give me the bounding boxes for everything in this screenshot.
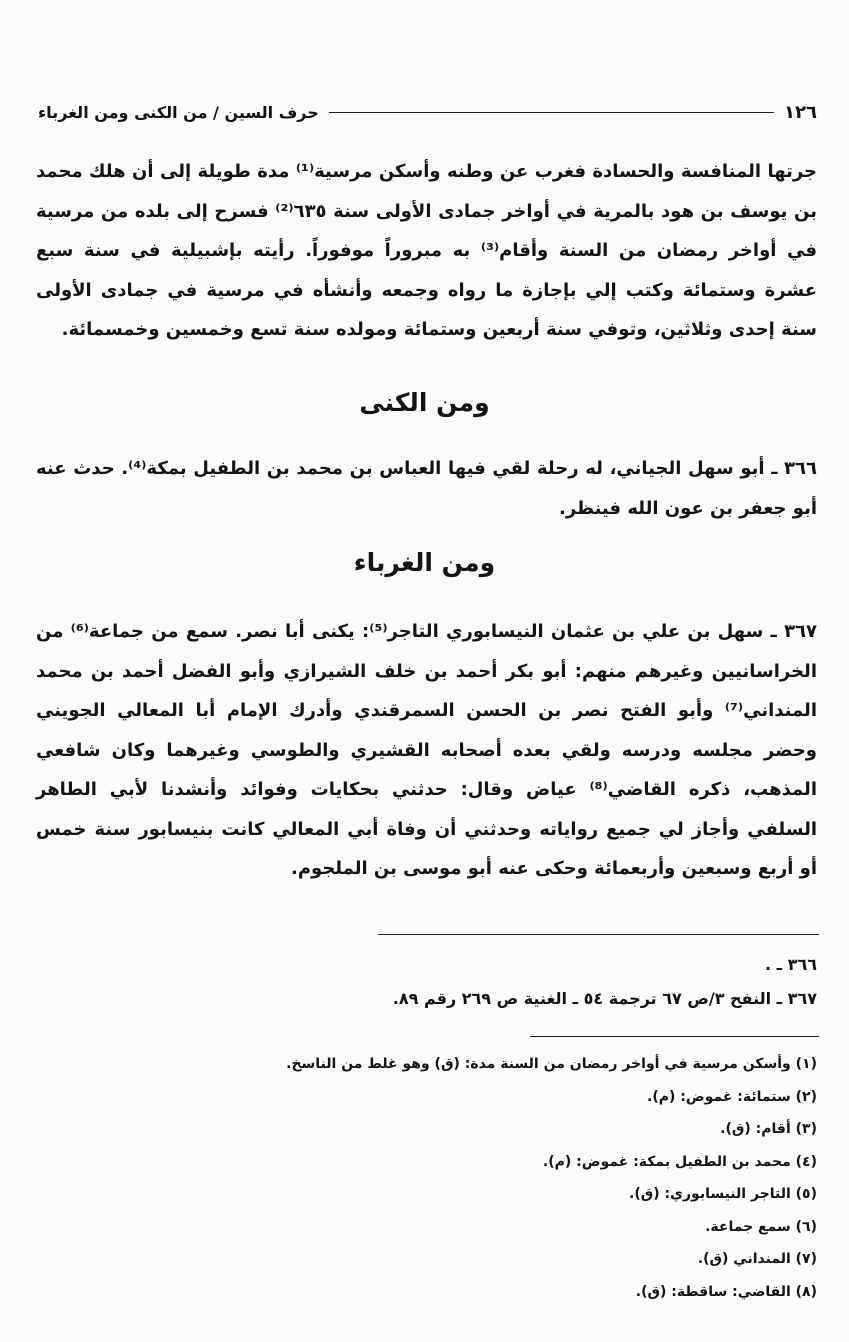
running-title: حرف السين / من الكنى ومن الغرباء <box>38 102 319 122</box>
section-title-kuna: ومن الكنى <box>359 388 490 417</box>
entry-366: ٣٦٦ ـ أبو سهل الجياني، له رحلة لقي فيها العباس بن محمد بن الطفيل بمكة⁽⁴⁾. حدث عنه أبو جعفر بن عون الله فينظر. <box>36 458 817 519</box>
reference-367: ٣٦٧ ـ النفح ٣/ص ٦٧ ترجمة ٥٤ ـ الغنية ص ٢٦٩ رقم ٨٩. <box>392 989 817 1008</box>
footnote-item: (٨) القاضي: ساقطة: (ق). <box>635 1283 817 1300</box>
references-divider <box>378 934 819 935</box>
footnote-item: (٥) التاجر النيسابوري: (ق). <box>629 1186 817 1202</box>
footnote-item: (٧) المنداني (ق). <box>697 1251 817 1267</box>
footnotes-divider <box>530 1036 819 1037</box>
footnote-item: (٤) محمد بن الطفيل بمكة: غموض: (م). <box>542 1153 817 1170</box>
section-title-ghuraba: ومن الغرباء <box>353 548 496 577</box>
header-rule <box>329 112 774 113</box>
references-list <box>36 948 817 1016</box>
footnotes-list <box>36 1048 817 1308</box>
paragraph-continuation: جرتها المنافسة والحسادة فغرب عن وطنه وأسكن مرسية⁽¹⁾ مدة طويلة إلى أن هلك محمد بن يوسف بن هود بالمرية في أواخر جمادى الأولى سنة ٦٣٥⁽²⁾ فسرح إلى بلده من مرسية في أواخر رمضان من السنة وأقام⁽³⁾ به مبروراً موفوراً. رأيته بإشبيلية في سنة سبع عشرة وستمائة وكتب إلي بإجازة ما رواه وجمعه وأنشأه في مرسية في جمادى الأولى سنة إحدى وثلاثين، وتوفي سنة أربعين وستمائة ومولده سنة تسع وخمسين وخمسمائة. <box>36 161 818 340</box>
footnote-item: (٣) أقام: (ق). <box>720 1121 817 1137</box>
footnote-item: (٢) ستمائة: غموض: (م). <box>647 1088 817 1105</box>
footnote-item: (١) وأسكن مرسية في أواخر رمضان من السنة مدة: (ق) وهو غلط من الناسخ. <box>286 1056 817 1072</box>
entry-367: ٣٦٧ ـ سهل بن علي بن عثمان النيسابوري التاجر⁽⁵⁾: يكنى أبا نصر. سمع من جماعة⁽⁶⁾ من الخراسانيين وغيرهم منهم: أبو بكر أحمد بن خلف الشيرازي وأبو الفضل أحمد بن محمد المنداني⁽⁷⁾ وأبو الفتح نصر بن الحسن السمرقندي وأدرك الإمام أبا المعالي الجويني وحضر مجلسه ودرسه ولقي بعده أصحابه القشيري والطوسي وغيرهما وكان شافعي المذهب، ذكره القاضي⁽⁸⁾ عياض وقال: حدثني بحكايات وفوائد وأنشدنا لأبي الطاهر السلفي وأجاز لي جميع رواياته وحدثني أن وفاة أبي المعالي كانت بنيسابور سنة خمس أو أربع وسبعين وأربعمائة وحكى عنه أبو موسى بن الملجوم. <box>36 621 818 879</box>
page-number: ١٢٦ <box>784 101 817 123</box>
footnote-item: (٦) سمع جماعة. <box>705 1218 817 1235</box>
running-header <box>38 96 817 128</box>
reference-366: ٣٦٦ ـ . <box>765 955 817 974</box>
